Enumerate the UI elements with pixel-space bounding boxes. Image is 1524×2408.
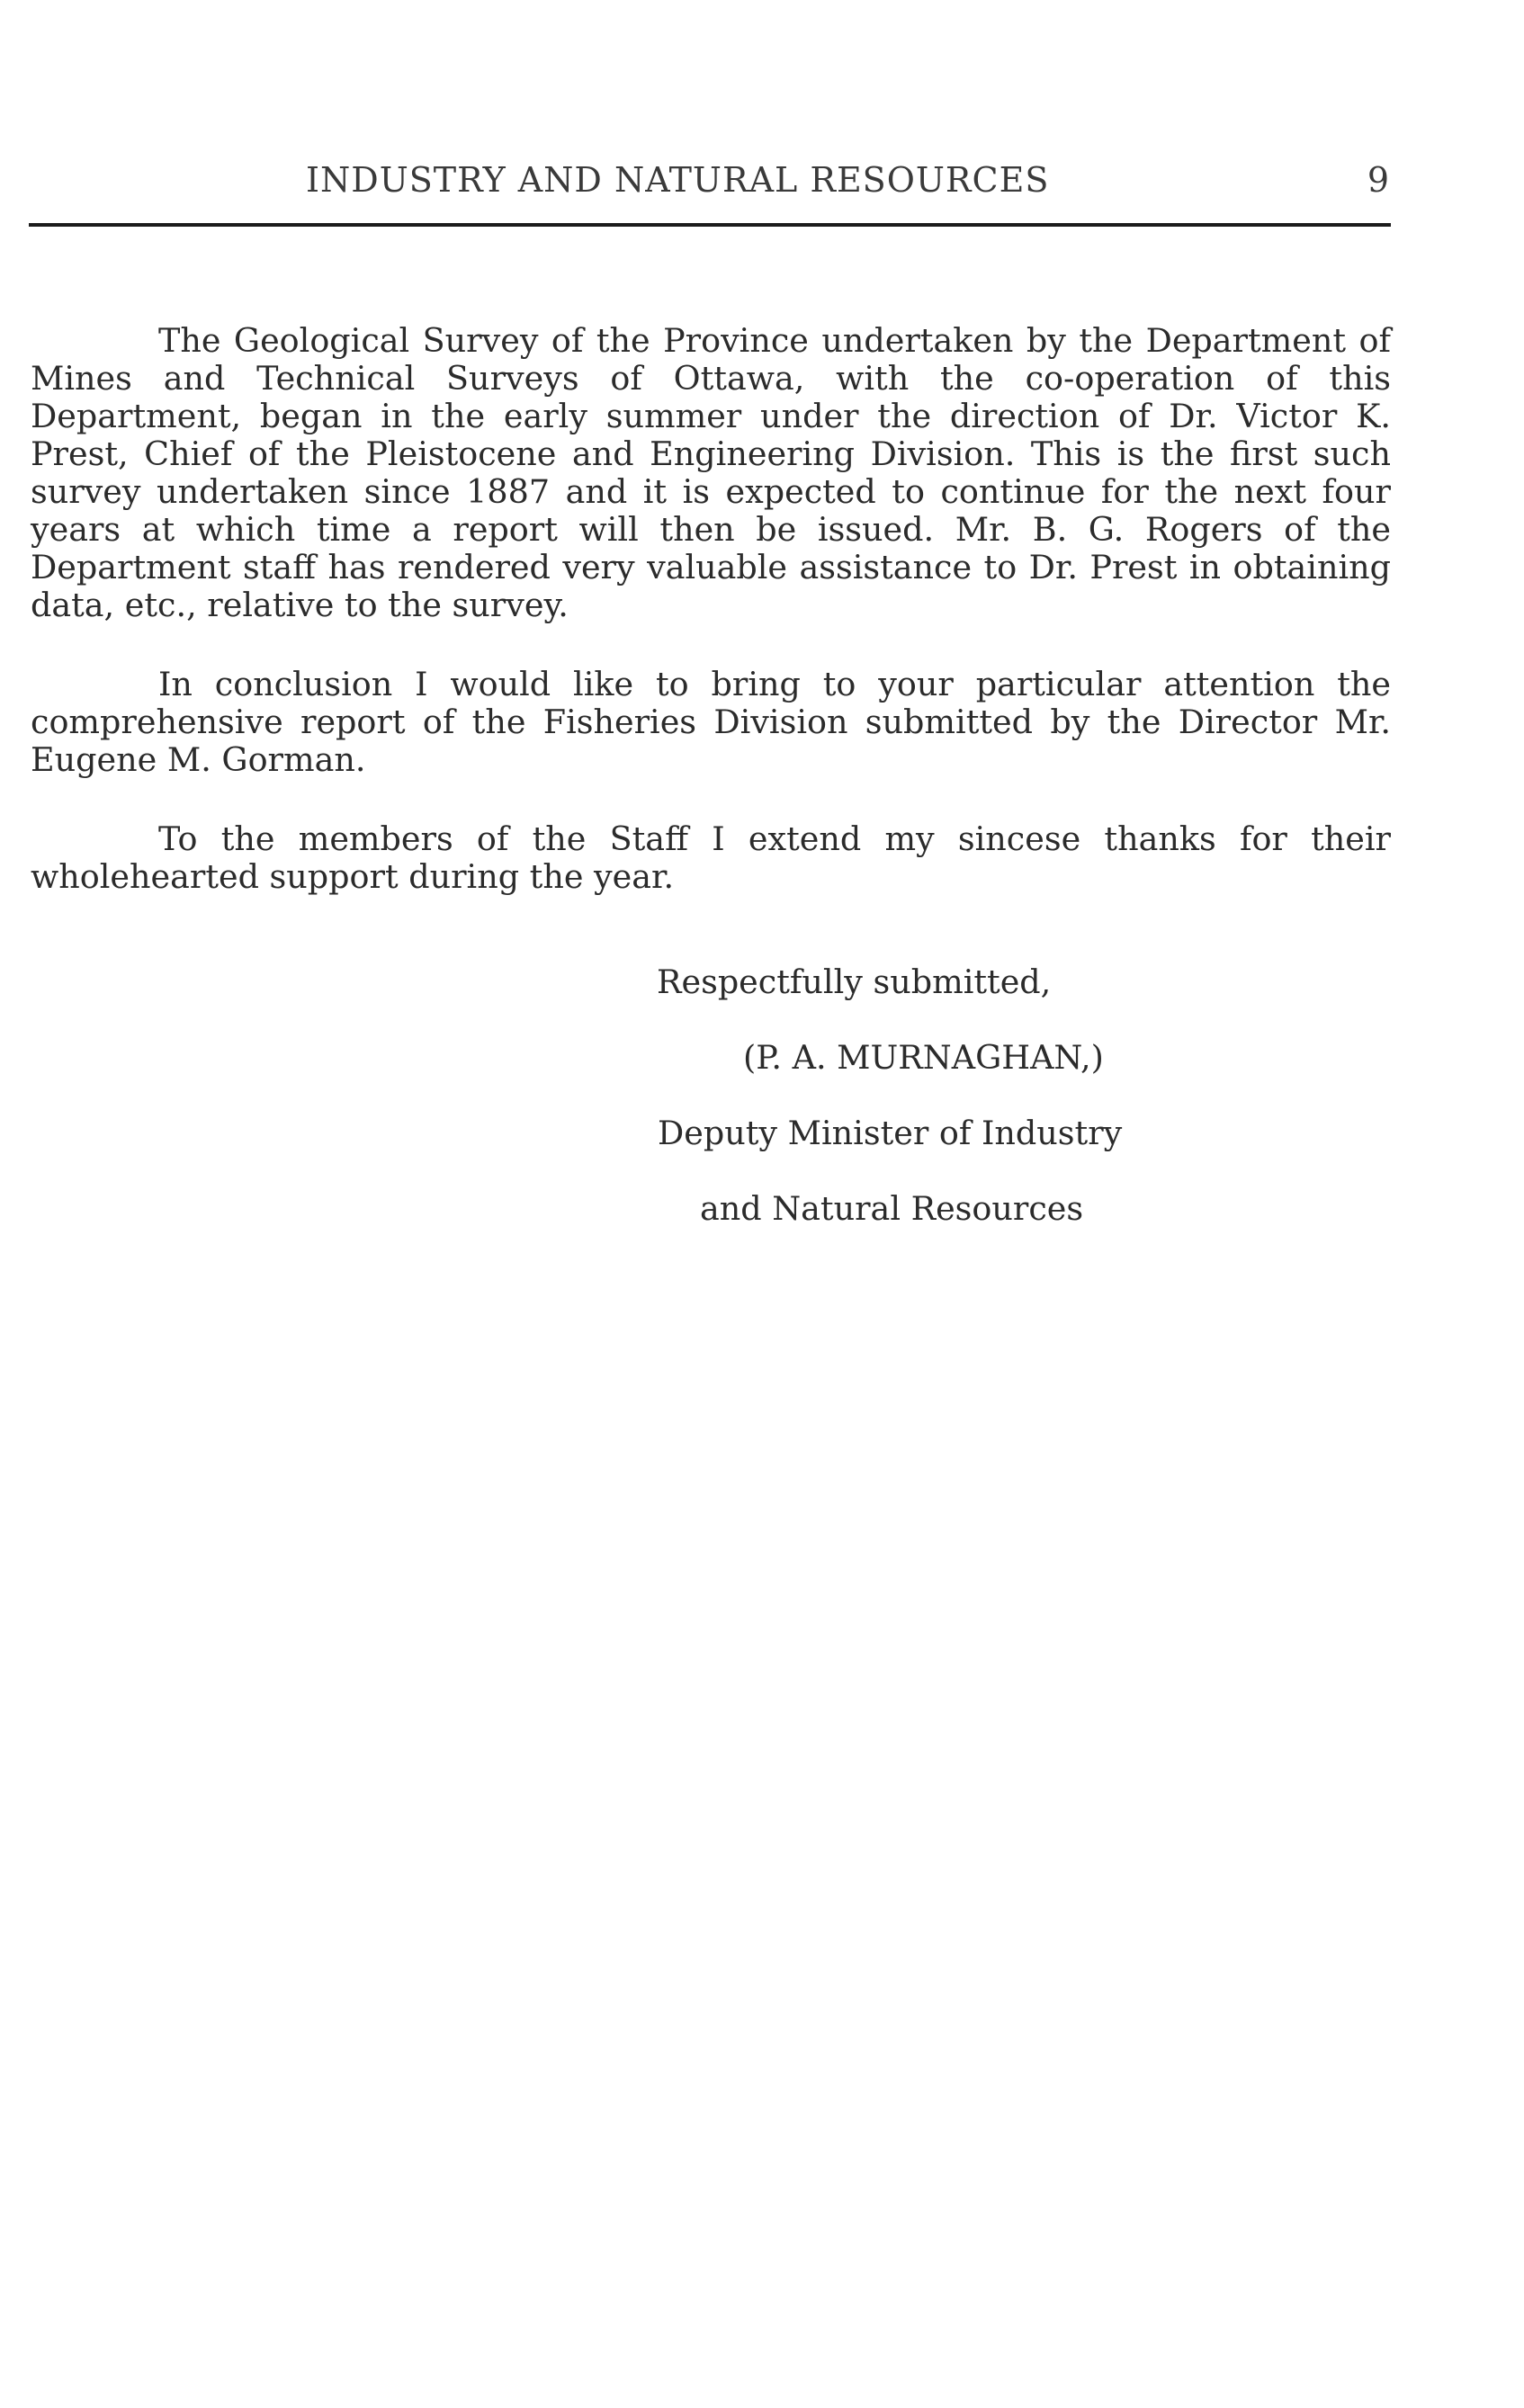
signature-title-line1: Deputy Minister of Industry	[658, 1114, 1123, 1152]
page-number: 9	[1367, 160, 1389, 200]
paragraph-conclusion: In conclusion I would like to bring to your particular attention the comprehensive report of the Fisheries Division submitted by the Director Mr. Eugene M. Gorman.	[31, 665, 1391, 779]
signature-title-line2: and Natural Resources	[700, 1189, 1084, 1228]
paragraph-thanks: To the members of the Staff I extend my sincese thanks for their wholehearted support during the year.	[31, 819, 1391, 896]
body-text	[31, 322, 1391, 937]
paragraph-geological-survey: The Geological Survey of the Province undertaken by the Department of Mines and Technical Surveys of Ottawa, with the co-operation of this Department, began in the early summer under the direction of Dr. Victor K. Prest, Chief of the Pleistocene and Engineering Division. This is the first such survey undertaken since 1887 and it is expected to continue for the next four years at which time a report will then be issued. Mr. B. G. Rogers of the Department staff has rendered very valuable assistance to Dr. Prest in obtaining data, etc., relative to the survey.	[31, 321, 1391, 624]
header-rule	[29, 223, 1391, 227]
signature-name: (P. A. MURNAGHAN,)	[743, 1038, 1104, 1077]
page-header	[29, 160, 1389, 209]
signature-closing: Respectfully submitted,	[657, 962, 1052, 1001]
running-head: INDUSTRY AND NATURAL RESOURCES	[306, 160, 1050, 200]
